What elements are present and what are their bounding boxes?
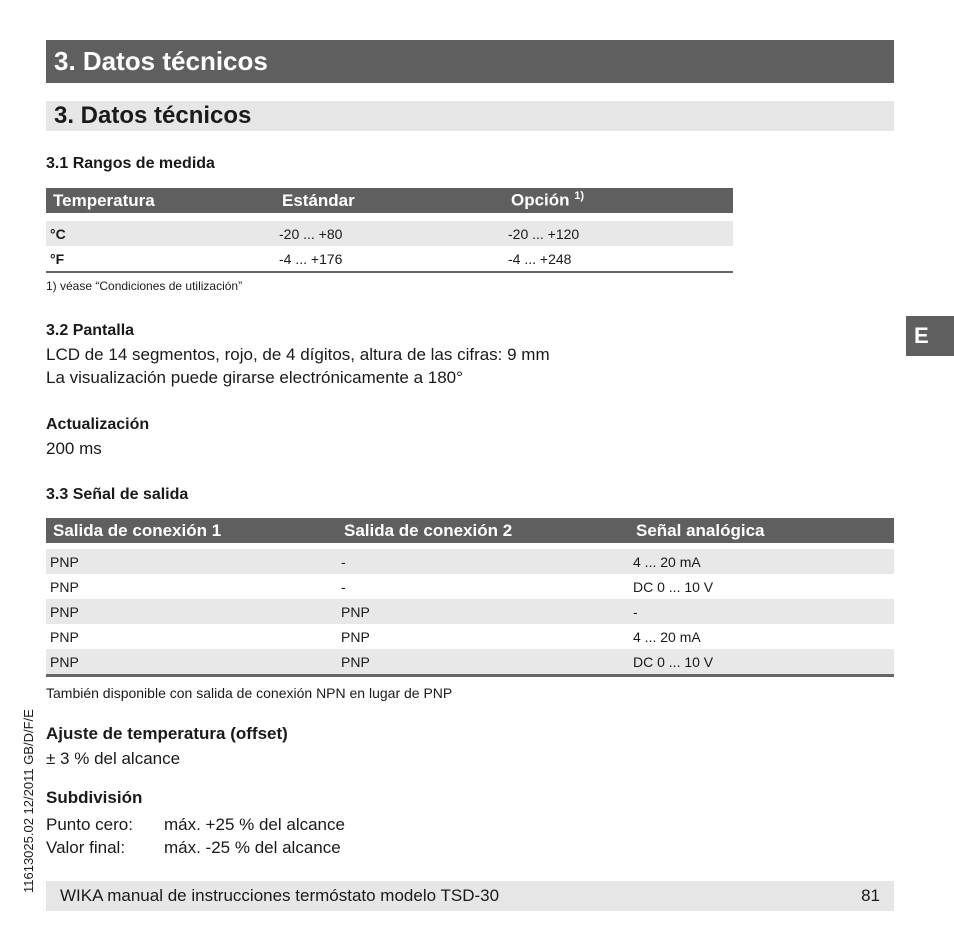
document-code: 11613025.02 12/2011 GB/D/F/E [21, 709, 36, 893]
section-title: 3. Datos técnicos [54, 102, 252, 129]
table-row [46, 221, 733, 246]
subdivision-label: Valor final: [46, 838, 126, 857]
output-2-cell: PNP [337, 599, 629, 624]
measuring-ranges-heading: 3.1 Rangos de medida [46, 155, 215, 172]
display-heading: 3.2 Pantalla [46, 322, 135, 339]
table-header-row [46, 188, 733, 213]
table-row [46, 574, 894, 599]
analog-cell: DC 0 ... 10 V [629, 649, 894, 676]
output-2-cell: - [337, 549, 629, 574]
output-1-cell: PNP [50, 628, 79, 645]
output-signal-heading: 3.3 Señal de salida [46, 486, 189, 503]
subdivision-list [46, 813, 345, 859]
subdivision-value: máx. +25 % del alcance [164, 815, 345, 834]
display-line-1: LCD de 14 segmentos, rojo, de 4 dígitos, altura de las cifras: 9 mm [46, 345, 550, 364]
main-title: 3. Datos técnicos [54, 46, 268, 76]
offset-heading: Ajuste de temperatura (offset) [46, 724, 288, 743]
table-row [46, 246, 733, 272]
analog-cell: 4 ... 20 mA [629, 549, 894, 574]
subdivision-row [46, 836, 345, 859]
footnote-marker: 1) [574, 190, 585, 203]
language-tab [906, 316, 954, 356]
table-row [46, 549, 894, 574]
footer-text: WIKA manual de instrucciones termóstato modelo TSD-30 [60, 886, 500, 905]
col-header-output-2: Salida de conexión 2 [337, 518, 629, 543]
table-row [46, 624, 894, 649]
analog-cell: DC 0 ... 10 V [633, 578, 714, 595]
offset-value: ± 3 % del alcance [46, 749, 181, 768]
table-header-row [46, 518, 894, 543]
subdivision-value: máx. -25 % del alcance [164, 838, 341, 857]
standard-cell: -20 ... +80 [275, 221, 504, 246]
measuring-ranges-table [46, 188, 733, 273]
col-header-temperature: Temperatura [46, 188, 275, 213]
section-title-bar [46, 101, 894, 131]
update-value: 200 ms [46, 439, 102, 458]
output-2-cell: - [341, 578, 346, 595]
page-number: 81 [861, 886, 880, 905]
output-signal-note: También disponible con salida de conexión NPN en lugar de PNP [46, 685, 453, 701]
output-1-cell: PNP [50, 578, 79, 595]
analog-cell: 4 ... 20 mA [633, 628, 701, 645]
output-2-cell: PNP [337, 649, 629, 676]
output-signal-table [46, 518, 894, 677]
unit-cell: °F [50, 250, 65, 267]
analog-cell: - [629, 599, 894, 624]
measuring-ranges-footnote: 1) véase “Condiciones de utilización” [46, 279, 243, 293]
col-header-output-1: Salida de conexión 1 [46, 518, 337, 543]
subdivision-row [46, 813, 345, 836]
display-line-2: La visualización puede girarse electrónicamente a 180° [46, 368, 463, 387]
subdivision-label: Punto cero: [46, 815, 133, 834]
main-title-bar [46, 40, 894, 83]
output-1-cell: PNP [46, 549, 337, 574]
option-cell: -4 ... +248 [508, 250, 572, 267]
output-2-cell: PNP [341, 628, 370, 645]
table-row [46, 599, 894, 624]
unit-cell: °C [46, 221, 275, 246]
language-tab-label: E [914, 323, 929, 348]
page-footer [46, 881, 894, 911]
output-1-cell: PNP [46, 649, 337, 676]
col-header-standard: Estándar [275, 188, 504, 213]
subdivision-heading: Subdivisión [46, 788, 143, 807]
update-heading: Actualización [46, 416, 150, 433]
option-cell: -20 ... +120 [504, 221, 733, 246]
output-1-cell: PNP [46, 599, 337, 624]
col-header-option-label: Opción [511, 190, 570, 210]
standard-cell: -4 ... +176 [279, 250, 343, 267]
col-header-analog: Señal analógica [629, 518, 894, 543]
col-header-option [504, 188, 733, 213]
table-row [46, 649, 894, 676]
